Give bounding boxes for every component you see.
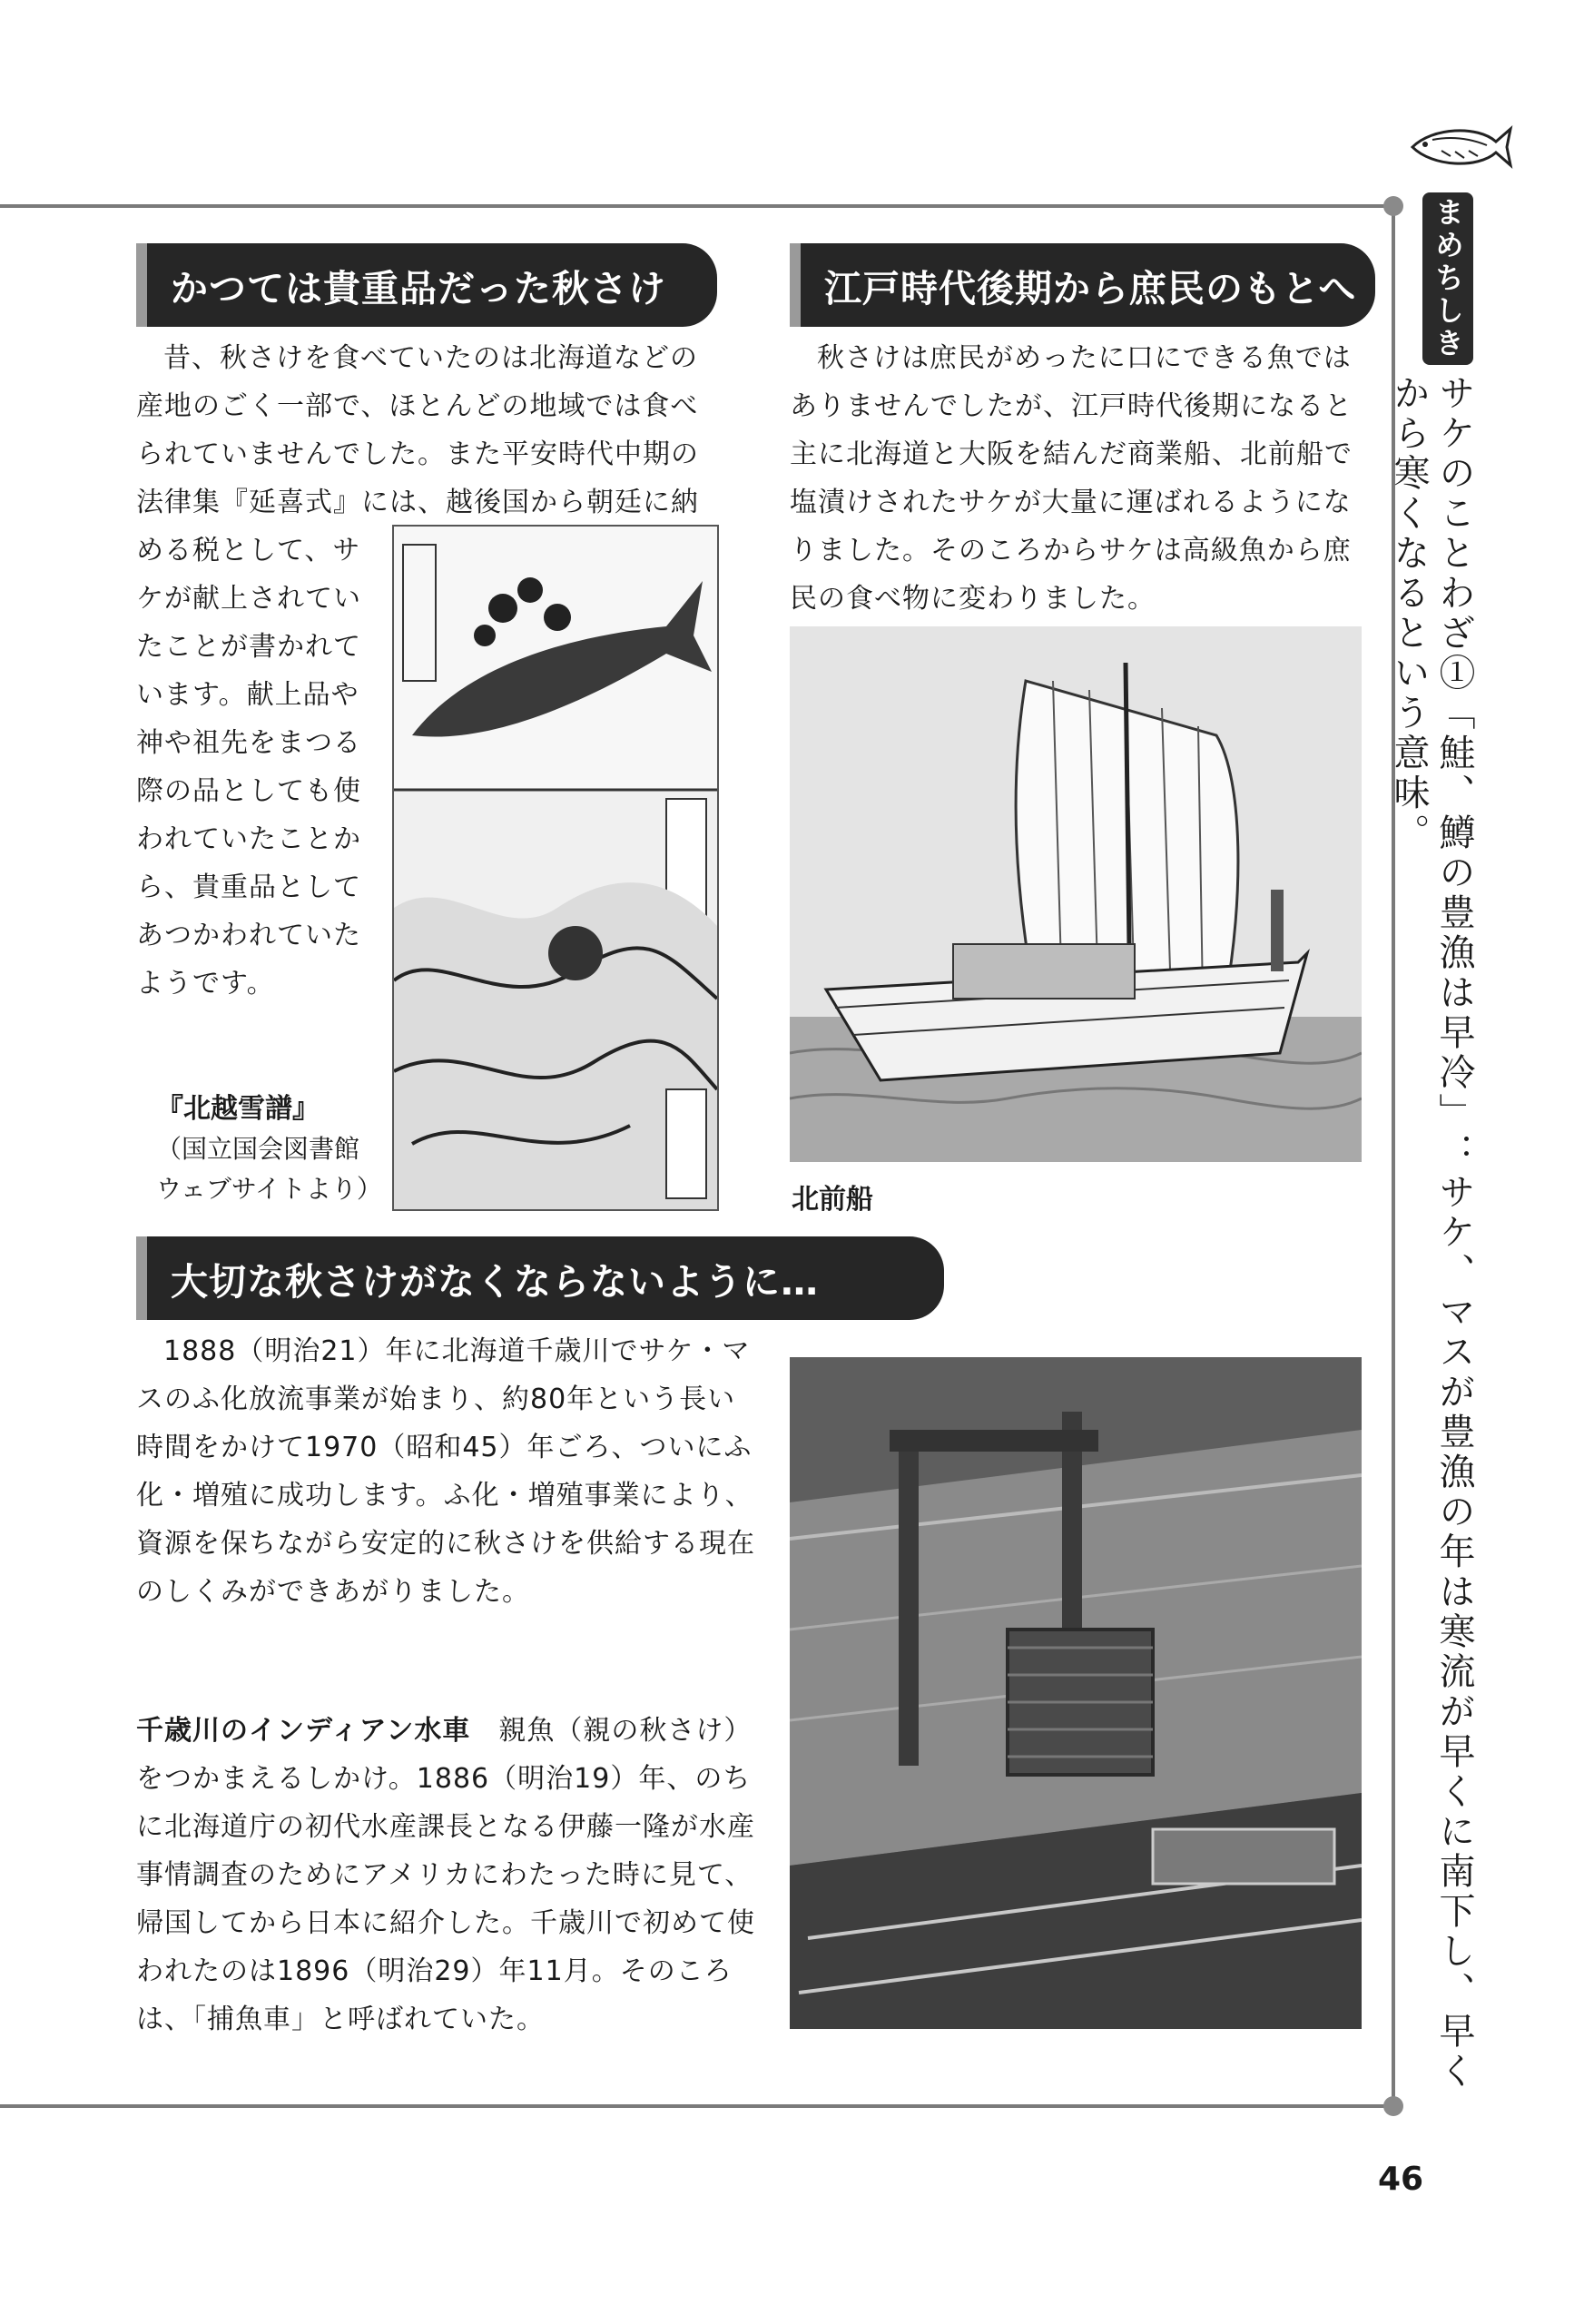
- kitamaebune-illustration: [790, 626, 1362, 1162]
- section3-header: [136, 1236, 944, 1320]
- page-number: 46: [1378, 2161, 1424, 2198]
- waterwheel-caption-text: 親魚（親の秋さけ）をつかまえるしかけ。1886（明治19）年、のちに北海道庁の初代水産課長となる伊藤一隆が水産事情調査のためにアメリカにわたった時に見て、帰国してから日本に紹介した。千歳川で初めて使われたのは1896（明治29）年11月。そのころは、「捕魚車」と呼ばれていた。: [136, 1715, 755, 2035]
- header-accent-bar: [136, 1236, 147, 1320]
- waterwheel-caption-paragraph: [136, 1707, 772, 2043]
- section2-title: 江戸時代後期から庶民のもとへ: [824, 266, 1357, 310]
- section1-text-wide: 昔、秋さけを食べていたのは北海道などの産地のごく一部で、ほとんどの地域では食べられていませんでした。また平安時代中期の法律集『延喜式』には、越後国から朝廷に納: [136, 342, 699, 518]
- header-accent-bar: [136, 243, 147, 327]
- section2-header: [790, 243, 1375, 327]
- section2-text: 秋さけは庶民がめったに口にできる魚ではありませんでしたが、江戸時代後期になると主に北海道と大阪を結んだ商業船、北前船で塩漬けされたサケが大量に運ばれるようになりました。そのころからサケは高級魚から庶民の食べ物に変わりました。: [790, 342, 1353, 615]
- woodblock-illustration: [394, 527, 717, 1209]
- mamechishiki-tag: まめちしき: [1422, 192, 1473, 365]
- frame-bottom-line: [0, 2104, 1393, 2108]
- section1-header: [136, 243, 717, 327]
- section2-paragraph: [790, 334, 1371, 623]
- section1-paragraph-top: [136, 334, 717, 527]
- section1-image-caption: [156, 1089, 383, 1209]
- hokuetsu-seppu-image: [392, 525, 719, 1211]
- section1-paragraph-narrow: [136, 527, 374, 1008]
- section1-text-narrow: める税として、サケが献上されていたことが書かれています。献上品や神や祖先をまつる際の品としても使われていたことから、貴重品としてあつかわれていたようです。: [136, 535, 361, 1000]
- frame-top-line: [0, 204, 1393, 208]
- section1-title: かつては貴重品だった秋さけ: [171, 266, 666, 310]
- caption-hokuetsu-source: （国立国会図書館ウェブサイトより）: [156, 1134, 382, 1204]
- caption-hokuetsu-title: 『北越雪譜』: [156, 1093, 320, 1125]
- indian-waterwheel-photo: [790, 1357, 1362, 2029]
- section3-paragraph: [136, 1327, 762, 1616]
- frame-dot-bottom: [1383, 2096, 1403, 2116]
- section3-title: 大切な秋さけがなくならないように…: [171, 1259, 819, 1304]
- frame-dot-top: [1383, 196, 1403, 216]
- waterwheel-photo-illustration: [790, 1357, 1362, 2029]
- salmon-icon: [1405, 120, 1514, 174]
- section3-text: 1888（明治21）年に北海道千歳川でサケ・マスのふ化放流事業が始まり、約80年という長い時間をかけて1970（昭和45）年ごろ、ついにふ化・増殖に成功します。ふ化・増殖事業により、資源を保ちながら安定的に秋さけを供給する現在のしくみができあがりました。: [136, 1335, 755, 1608]
- waterwheel-caption: [136, 1707, 772, 2043]
- header-accent-bar: [790, 243, 801, 327]
- kitamaebune-caption: 北前船: [792, 1184, 873, 1216]
- waterwheel-caption-title: 千歳川のインディアン水車: [136, 1715, 471, 1747]
- kitamaebune-image: [790, 626, 1362, 1162]
- sidebar-proverb-text: サケのことわざ①「鮭、鱒の豊漁は早冷」：サケ、マスが豊漁の年は寒流が早くに南下し、早くから寒くなるという意味。: [1388, 374, 1475, 2092]
